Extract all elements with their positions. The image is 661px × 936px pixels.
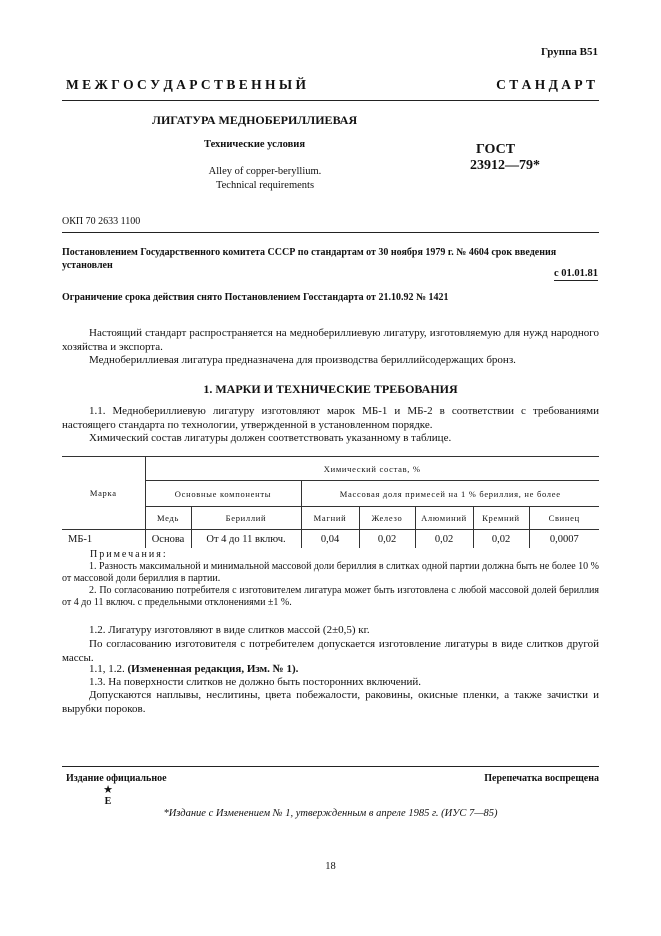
english-title	[185, 165, 345, 193]
paragraph-1-3: 1.3. На поверхности слитков не должно быть посторонних включений.	[89, 676, 422, 688]
note-1: 1. Разность максимальной и минимальной массовой доли бериллия в слитках одной партии должна быть не более 10 % от массовой доли бериллия в партии.	[62, 561, 599, 584]
edit-note-text: (Измененная редакция, Изм. № 1).	[127, 663, 299, 675]
section-paragraph-1: 1.1. Меднобериллиевую лигатуру изготовляют марок МБ-1 и МБ-2 в соответствии с требованиями настоящего стандарта по технологии, утвержденной в установленном порядке.	[62, 405, 599, 431]
header-chemical-composition: Химический состав, %	[145, 457, 599, 481]
cell-silicon: 0,02	[473, 530, 529, 549]
document-title: ЛИГАТУРА МЕДНОБЕРИЛЛИЕВАЯ	[152, 113, 358, 127]
header-silicon: Кремний	[473, 507, 529, 530]
cell-lead: 0,0007	[529, 530, 599, 549]
footer-divider	[62, 766, 599, 767]
introduction-date: с 01.01.81	[553, 268, 598, 279]
header-copper: Медь	[145, 507, 191, 530]
okp-code: ОКП 70 2633 1100	[62, 216, 141, 227]
note-2: 2. По согласованию потребителя с изготовителем лигатура может быть изготовлена с любой массовой долей бериллия от 4 до 11 включ. с предельными отклонениями ±1 %.	[62, 585, 599, 608]
banner-word-standard: С Т А Н Д А Р Т	[496, 77, 595, 92]
cell-copper: Основа	[145, 530, 191, 549]
document-subtitle: Технические условия	[204, 139, 306, 150]
decree-text: Постановлением Государственного комитета СССР по стандартам от 30 ноября 1979 г. № 4604 срок введения установлен	[62, 247, 557, 271]
banner-word-interstate: М Е Ж Г О С У Д А Р С Т В Е Н Н Ы Й	[66, 77, 307, 92]
paragraph-1-3-continued: Допускаются наплывы, неслитины, цвета побежалости, раковины, окисные пленки, а также зачистки и вырубки пороков.	[62, 689, 599, 715]
paragraph-1-2-continued: По согласованию изготовителя с потребителем допускается изготовление лигатуры в виде слитков другой массы.	[62, 638, 599, 664]
english-title-line-1: Alley of copper-beryllium.	[208, 166, 322, 177]
publication-note: *Издание с Изменением № 1, утвержденным в апреле 1985 г. (ИУС 7—85)	[163, 808, 498, 819]
notes-heading: Примечания:	[90, 549, 168, 560]
banner-divider	[62, 100, 599, 101]
gost-label: ГОСТ	[476, 142, 516, 157]
header-magnesium: Магний	[301, 507, 359, 530]
cell-magnesium: 0,04	[301, 530, 359, 549]
intro-paragraph-1: Настоящий стандарт распространяется на меднобериллиевую лигатуру, изготовляемую для нужд народного хозяйства и экспорта.	[62, 327, 599, 353]
cell-iron: 0,02	[359, 530, 415, 549]
official-edition: Издание официальное	[66, 773, 167, 784]
cell-beryllium: От 4 до 11 включ.	[191, 530, 301, 549]
intro-paragraph-2: Меднобериллиевая лигатура предназначена для производства бериллийсодержащих бронз.	[89, 354, 516, 366]
cell-grade: МБ-1	[62, 530, 145, 549]
group-code: Группа В51	[540, 46, 598, 58]
star-icon: ★	[103, 784, 113, 796]
page-number: 18	[325, 861, 336, 872]
header-aluminium: Алюминий	[415, 507, 473, 530]
header-lead: Свинец	[529, 507, 599, 530]
header-main-components: Основные компоненты	[145, 481, 301, 507]
paragraph-1-2: 1.2. Лигатуру изготовляют в виде слитков массой (2±0,5) кг.	[89, 624, 370, 636]
section-paragraph-2: Химический состав лигатуры должен соответствовать указанному в таблице.	[89, 432, 452, 444]
english-title-line-2: Technical requirements	[215, 180, 315, 191]
gost-designation	[470, 142, 540, 174]
cell-aluminium: 0,02	[415, 530, 473, 549]
table-row	[62, 530, 599, 549]
okp-divider	[62, 232, 599, 233]
edit-note	[62, 663, 599, 677]
reprint-notice: Перепечатка воспрещена	[484, 773, 599, 784]
edit-note-ref: 1.1, 1.2.	[89, 663, 125, 675]
edition-mark: Е	[104, 796, 112, 807]
standard-banner	[66, 77, 595, 93]
header-grade: Марка	[62, 457, 145, 530]
gost-number: 23912—79*	[470, 158, 540, 173]
limitation-text: Ограничение срока действия снято Постановлением Госстандарта от 21.10.92 № 1421	[62, 292, 449, 303]
section-title: 1. МАРКИ И ТЕХНИЧЕСКИЕ ТРЕБОВАНИЯ	[203, 382, 458, 396]
header-beryllium: Бериллий	[191, 507, 301, 530]
header-iron: Железо	[359, 507, 415, 530]
header-impurities: Массовая доля примесей на 1 % бериллия, не более	[301, 481, 599, 507]
chemical-composition-table	[62, 456, 599, 548]
